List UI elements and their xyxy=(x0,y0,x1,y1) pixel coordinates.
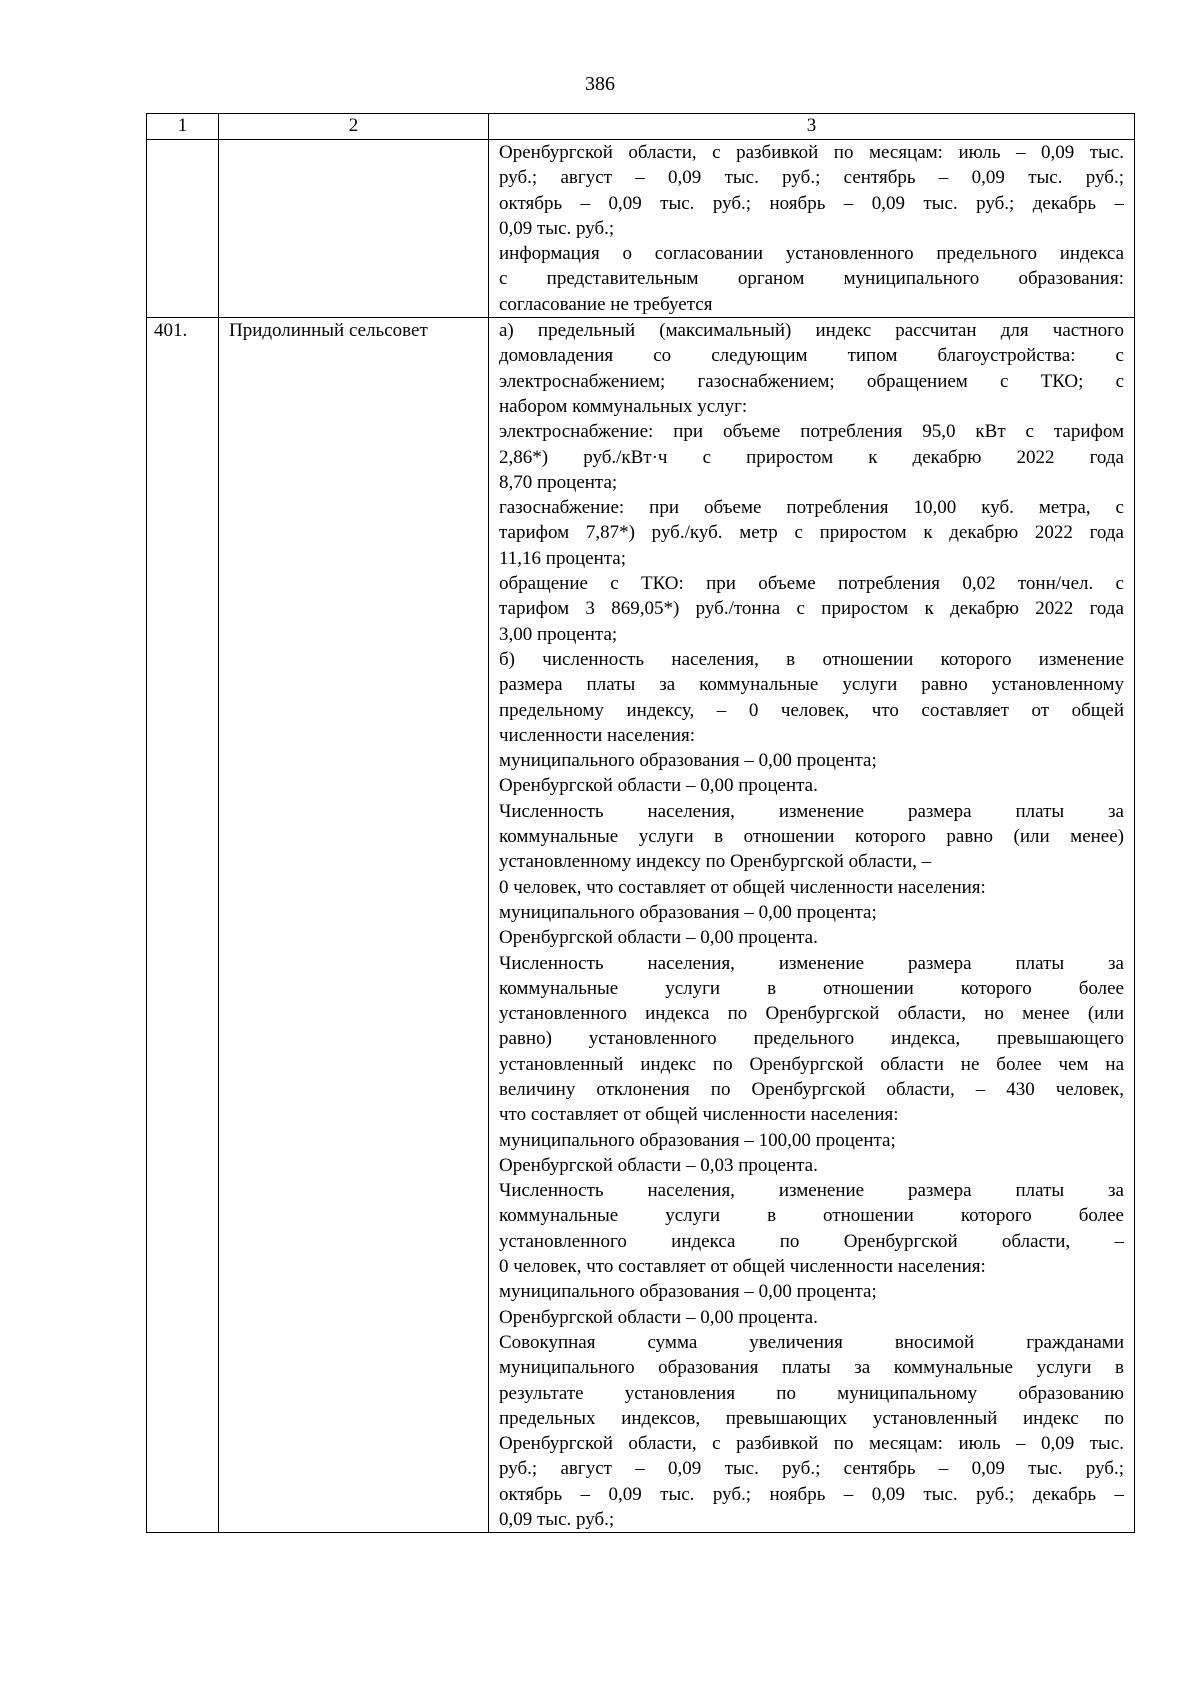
text-line: размера платы за коммунальные услуги равно установленному xyxy=(499,674,1124,696)
text-line: Оренбургской области, с разбивкой по месяцам: июль – 0,09 тыс. xyxy=(499,142,1124,163)
text-line: Оренбургской области, с разбивкой по месяцам: июль – 0,09 тыс. xyxy=(499,1433,1124,1455)
text-line: муниципального образования – 0,00 процента; xyxy=(499,901,877,923)
text-line: коммунальные услуги в отношении которого более xyxy=(499,977,1124,999)
continuation-name-cell xyxy=(219,140,489,318)
text-line: октябрь – 0,09 тыс. руб.; ноябрь – 0,09 тыс. руб.; декабрь – xyxy=(499,192,1124,214)
text-line: обращение с ТКО: при объеме потребления 0,02 тонн/чел. с xyxy=(499,573,1124,595)
text-line: 8,70 процента; xyxy=(499,471,618,493)
text-line: домовладения со следующим типом благоустройства: с xyxy=(499,345,1124,367)
text-line: 0,09 тыс. руб.; xyxy=(499,217,615,239)
row-text-cell xyxy=(489,318,1135,1533)
text-line: Совокупная сумма увеличения вносимой гражданами xyxy=(499,1331,1124,1353)
header-col-1: 1 xyxy=(147,114,219,140)
text-line: Численность населения, изменение размера платы за xyxy=(499,800,1124,822)
text-line: руб.; август – 0,09 тыс. руб.; сентябрь – 0,09 тыс. руб.; xyxy=(499,167,1124,189)
text-line: предельных индексов, превышающих установленный индекс по xyxy=(499,1407,1124,1429)
text-line: газоснабжение: при объеме потребления 10,00 куб. метра, с xyxy=(499,497,1124,519)
continuation-text-cell xyxy=(489,140,1135,318)
text-line: электроснабжение: при объеме потребления 95,0 кВт с тарифом xyxy=(499,421,1124,443)
text-line: б) численность населения, в отношении которого изменение xyxy=(499,648,1124,670)
text-line: установленному индексу по Оренбургской области, – xyxy=(499,851,932,873)
text-line: руб.; август – 0,09 тыс. руб.; сентябрь – 0,09 тыс. руб.; xyxy=(499,1458,1124,1480)
text-line: с представительным органом муниципального образования: xyxy=(499,268,1124,290)
text-line: Оренбургской области – 0,00 процента. xyxy=(499,775,818,797)
text-line: 11,16 процента; xyxy=(499,547,626,569)
text-line: тарифом 7,87*) руб./куб. метр с приростом к декабрю 2022 года xyxy=(499,522,1124,544)
text-line: муниципального образования платы за коммунальные услуги в xyxy=(499,1357,1124,1379)
header-col-3: 3 xyxy=(489,114,1135,140)
header-col-2: 2 xyxy=(219,114,489,140)
text-line: установленного индекса по Оренбургской области, но менее (или xyxy=(499,1003,1124,1025)
text-line: а) предельный (максимальный) индекс рассчитан для частного xyxy=(499,320,1124,342)
text-line: электроснабжением; газоснабжением; обращением с ТКО; с xyxy=(499,370,1124,392)
continuation-row xyxy=(147,140,1135,318)
text-line: муниципального образования – 0,00 процента; xyxy=(499,1281,877,1303)
text-line: тарифом 3 869,05*) руб./тонна с приростом к декабрю 2022 года xyxy=(499,598,1124,620)
text-line: 2,86*) руб./кВт·ч с приростом к декабрю 2022 года xyxy=(499,446,1124,468)
text-line: Оренбургской области – 0,00 процента. xyxy=(499,927,818,949)
text-line: муниципального образования – 0,00 процента; xyxy=(499,750,877,772)
text-line: 0 человек, что составляет от общей численности населения: xyxy=(499,1256,986,1278)
text-line: установленный индекс по Оренбургской области не более чем на xyxy=(499,1053,1124,1075)
text-line: Численность населения, изменение размера платы за xyxy=(499,952,1124,974)
continuation-number-cell xyxy=(147,140,219,318)
row-number-cell: 401. xyxy=(147,318,219,1533)
text-line: набором коммунальных услуг: xyxy=(499,395,748,417)
page-number: 386 xyxy=(585,73,615,95)
table-header-row xyxy=(147,114,1135,140)
text-line: Оренбургской области – 0,00 процента. xyxy=(499,1306,818,1328)
text-line: результате установления по муниципальному образованию xyxy=(499,1382,1124,1404)
text-line: равно) установленного предельного индекса, превышающего xyxy=(499,1028,1124,1050)
text-line: октябрь – 0,09 тыс. руб.; ноябрь – 0,09 тыс. руб.; декабрь – xyxy=(499,1483,1124,1505)
text-line: величину отклонения по Оренбургской области, – 430 человек, xyxy=(499,1078,1124,1100)
document-table xyxy=(146,113,1135,1533)
text-line: муниципального образования – 100,00 процента; xyxy=(499,1129,896,1151)
row-text xyxy=(499,318,1124,1532)
text-line: коммунальные услуги в отношении которого более xyxy=(499,1205,1124,1227)
text-line: Численность населения, изменение размера платы за xyxy=(499,1180,1124,1202)
text-line: предельному индексу, – 0 человек, что составляет от общей xyxy=(499,699,1124,721)
text-line: 0,09 тыс. руб.; xyxy=(499,1509,615,1531)
text-line: коммунальные услуги в отношении которого равно (или менее) xyxy=(499,826,1124,848)
text-line: численности населения: xyxy=(499,724,696,746)
text-line: 0 человек, что составляет от общей численности населения: xyxy=(499,876,986,898)
text-line: что составляет от общей численности населения: xyxy=(499,1104,899,1126)
text-line: 3,00 процента; xyxy=(499,623,618,645)
text-line: согласование не требуется xyxy=(499,293,713,315)
table-row-401 xyxy=(147,318,1135,1533)
text-line: информация о согласовании установленного предельного индекса xyxy=(499,243,1124,265)
text-line: установленного индекса по Оренбургской области, – xyxy=(499,1230,1124,1252)
continuation-text xyxy=(499,140,1124,317)
text-line: Оренбургской области – 0,03 процента. xyxy=(499,1154,818,1176)
row-name-cell: Придолинный сельсовет xyxy=(219,318,489,1533)
